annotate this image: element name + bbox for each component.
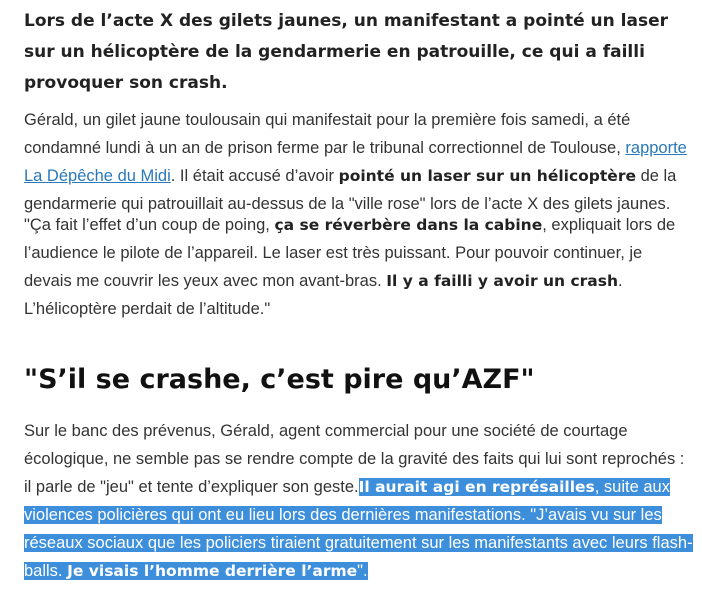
bold-phrase: pointé un laser sur un hélicoptère xyxy=(338,167,636,185)
article-lead: Lors de l’acte X des gilets jaunes, un manifestant a pointé un laser sur un hélicoptère de la gendarmerie en patrouille, ce qui a failli provoquer son crash. xyxy=(24,11,668,93)
bold-phrase: Il y a failli y avoir un crash xyxy=(386,272,619,290)
paragraph-text: . L’hélicoptère perdait de l’altitude." xyxy=(24,272,623,318)
source-link[interactable]: rapporte La Dépêche du Midi xyxy=(24,139,687,185)
section-heading: "S’il se crashe, c’est pire qu’AZF" xyxy=(24,364,535,395)
paragraph-1 xyxy=(24,106,694,218)
bold-phrase: Je visais l’homme derrière l’arme xyxy=(67,562,358,580)
paragraph-text: . Il était accusé d’avoir xyxy=(170,167,339,185)
bold-phrase: ça se réverbère dans la cabine xyxy=(274,216,543,234)
paragraph-text: de la gendarmerie qui patrouillait au-dessus de la "ville rose" lors de l’acte X des gilets jaunes. xyxy=(24,167,677,213)
paragraph-text: ". xyxy=(357,562,368,580)
paragraph-text: Sur le banc des prévenus, Gérald, agent commercial pour une société de courtage écologique, ne semble pas se rendre compte de la gravité des faits qui lui sont reprochés : il parle de "jeu" et tente d’expliquer son geste. xyxy=(24,422,685,496)
paragraph-2 xyxy=(24,211,694,323)
paragraph-text: , suite aux violences policières qui ont eu lieu lors des dernières manifestations. "J’avais vu sur les réseaux sociaux que les policiers tiraient gratuitement sur les manifestants avec leurs flash-balls. xyxy=(24,478,693,580)
paragraph-text: , expliquait lors de l’audience le pilote de l’appareil. Le laser est très puissant. Pour pouvoir continuer, je devais me couvrir les yeux avec mon avant-bras. xyxy=(24,216,676,290)
bold-phrase: Il aurait agi en représailles xyxy=(358,478,595,496)
paragraph-text: "Ça fait l’effet d’un coup de poing, xyxy=(24,216,275,234)
paragraph-text: Gérald, un gilet jaune toulousain qui manifestait pour la première fois samedi, a été condamné lundi à un an de prison ferme par le tribunal correctionnel de Toulouse, xyxy=(24,111,631,157)
paragraph-3 xyxy=(24,417,694,585)
